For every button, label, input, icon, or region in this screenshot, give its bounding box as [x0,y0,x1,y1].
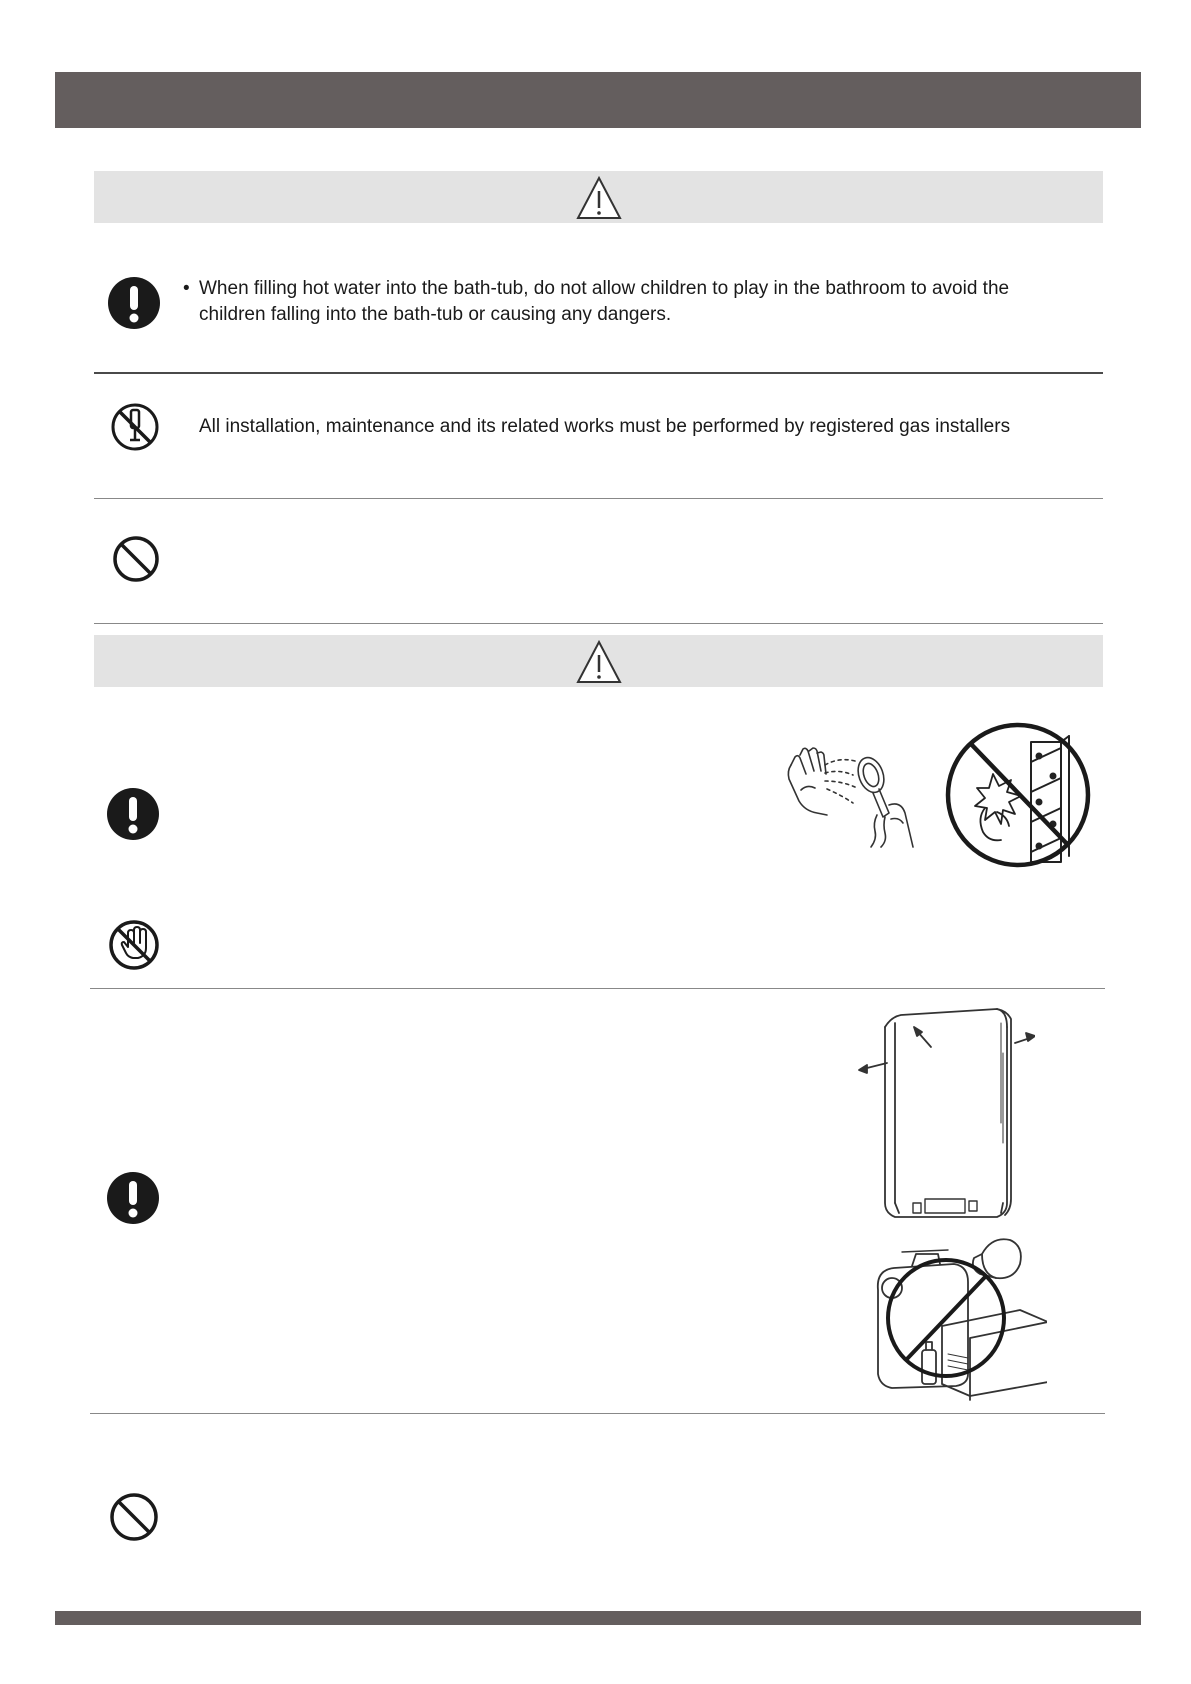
mandatory-exclamation-icon [106,1171,160,1225]
section-divider [90,1413,1105,1414]
shower-temperature-check-illustration [781,745,919,849]
prohibited-impact-illustration [945,722,1091,868]
do-not-touch-hand-icon [108,919,160,971]
no-disassembly-icon [110,402,160,452]
list-bullet: • [183,278,190,299]
safety-text-registered-installers: All installation, maintenance and its related works must be performed by registered gas installers [199,416,1011,437]
warning-triangle-icon [576,175,622,221]
warning-band-2 [94,635,1103,687]
prohibition-icon [108,1491,160,1543]
safety-text-line-2: children falling into the bath-tub or causing any dangers. [199,304,672,325]
warning-band-1 [94,171,1103,223]
section-divider [94,498,1103,499]
safety-text-children-bathtub [183,276,1093,328]
prohibited-flammables-illustration [872,1230,1047,1402]
warning-triangle-icon [576,639,622,685]
water-heater-clearance-illustration [855,1003,1035,1225]
page-footer-bar [55,1611,1141,1625]
safety-text-line-1: When filling hot water into the bath-tub, do not allow children to play in the bathroom to avoid the [199,278,1010,299]
mandatory-exclamation-icon [106,787,160,841]
section-divider [94,623,1103,624]
mandatory-exclamation-icon [107,276,161,330]
prohibition-icon [111,534,161,584]
section-divider [90,988,1105,989]
page-header-bar [55,72,1141,128]
section-divider [94,372,1103,374]
